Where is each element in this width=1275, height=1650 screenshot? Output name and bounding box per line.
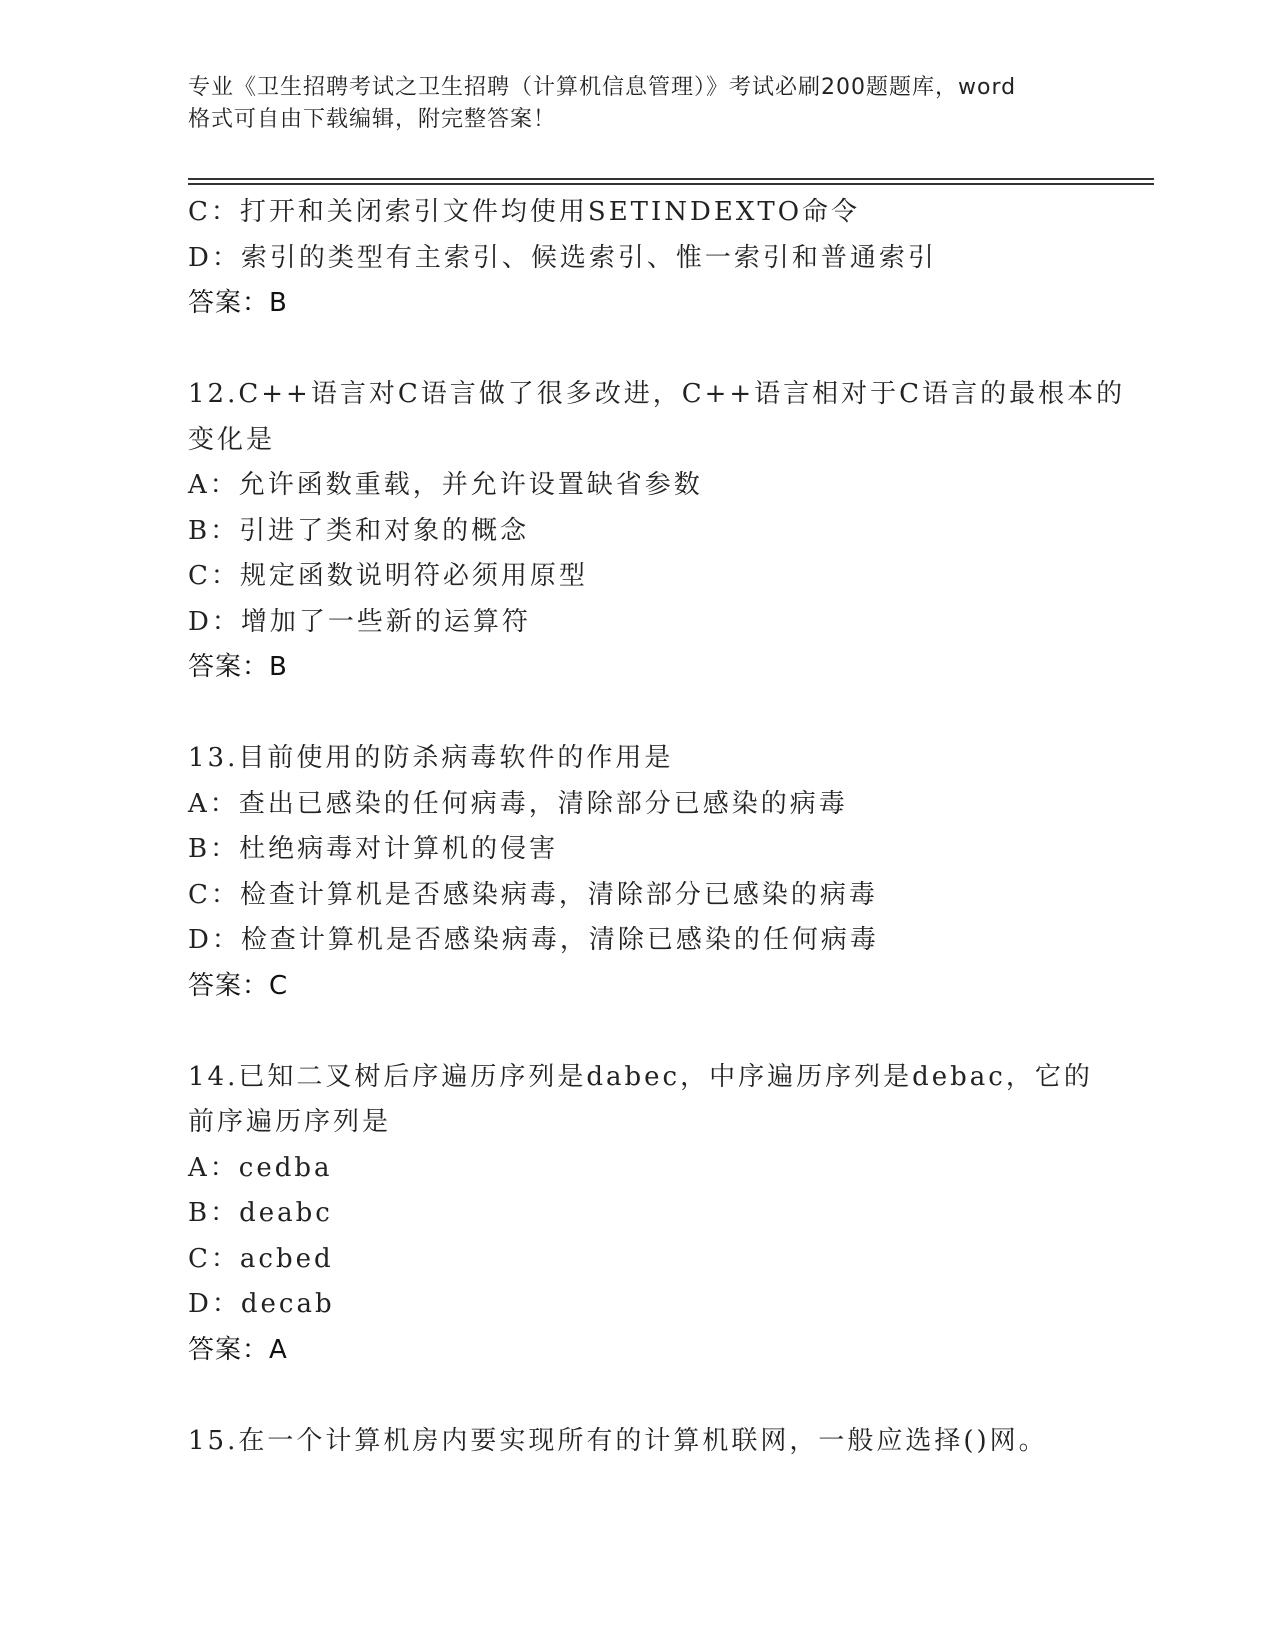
question-block-13: [188, 736, 1108, 1009]
block-spacer: [188, 1009, 1108, 1055]
question-text: 13.目前使用的防杀病毒软件的作用是: [188, 743, 674, 773]
option-d: D：索引的类型有主索引、候选索引、惟一索引和普通索引: [188, 242, 937, 273]
header-line-1: 专业《卫生招聘考试之卫生招聘（计算机信息管理）》考试必刷200题题库，word: [188, 75, 1017, 100]
option-b: B：杜绝病毒对计算机的侵害: [188, 834, 559, 864]
option-c: C：acbed: [188, 1243, 334, 1274]
question-list: [188, 190, 1126, 1464]
question-block-15: [188, 1419, 1108, 1465]
option-a: A：查出已感染的任何病毒，清除部分已感染的病毒: [188, 788, 848, 819]
option-c: C：打开和关闭索引文件均使用SETINDEXTO命令: [188, 197, 861, 227]
question-block-11: [188, 190, 1108, 327]
block-spacer: [188, 1373, 1108, 1419]
question-text: 14.已知二叉树后序遍历序列是dabec，中序遍历序列是debac，它的: [188, 1061, 1093, 1092]
answer-label: 答案：C: [188, 970, 289, 1001]
header-line-2: 格式可自由下载编辑，附完整答案！: [188, 107, 557, 132]
header-divider-bottom: [188, 183, 1154, 185]
answer-label: 答案：A: [188, 1334, 288, 1365]
option-d: D：检查计算机是否感染病毒，清除已感染的任何病毒: [188, 925, 879, 955]
option-b: B：引进了类和对象的概念: [188, 515, 530, 546]
question-text-continued: 前序遍历序列是: [188, 1107, 392, 1137]
document-header: [188, 72, 1088, 136]
option-d: D：decab: [188, 1289, 335, 1319]
option-d: D：增加了一些新的运算符: [188, 606, 531, 637]
question-text: 15.在一个计算机房内要实现所有的计算机联网，一般应选择()网。: [188, 1425, 1048, 1456]
option-a: A：cedba: [188, 1152, 333, 1183]
question-block-14: [188, 1055, 1108, 1374]
option-c: C：规定函数说明符必须用原型: [188, 561, 588, 591]
header-divider-top: [188, 178, 1154, 180]
question-text: 12.C++语言对C语言做了很多改进，C++语言相对于C语言的最根本的: [188, 379, 1126, 409]
option-b: B：deabc: [188, 1198, 333, 1228]
answer-label: 答案：B: [188, 288, 288, 318]
question-text-continued: 变化是: [188, 424, 276, 455]
option-a: A：允许函数重载，并允许设置缺省参数: [188, 470, 703, 500]
block-spacer: [188, 327, 1108, 373]
question-block-12: [188, 372, 1126, 691]
option-c: C：检查计算机是否感染病毒，清除部分已感染的病毒: [188, 879, 878, 910]
block-spacer: [188, 691, 1108, 737]
answer-label: 答案：B: [188, 652, 288, 682]
